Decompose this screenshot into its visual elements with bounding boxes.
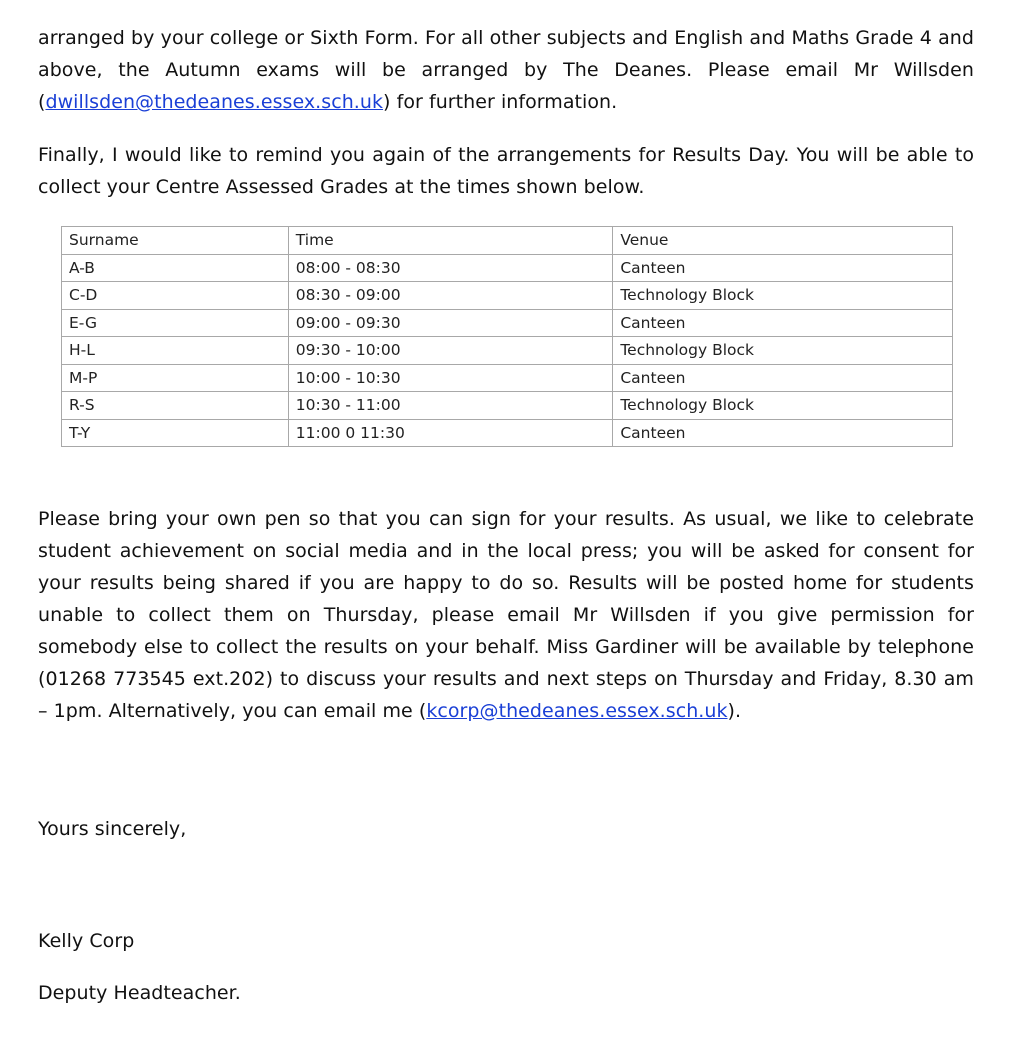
- cell-venue: Canteen: [613, 309, 953, 337]
- paragraph-text: arranged by your college or Sixth Form. For all other subjects and English and Maths Grade 4 and above, the Autumn exams will be arranged by The Deanes. Please email Mr Willsden (: [38, 27, 974, 113]
- signer-title: Deputy Headteacher.: [38, 982, 241, 1004]
- cell-surname: R-S: [62, 392, 289, 420]
- paragraph-text: ).: [727, 700, 742, 722]
- cell-time: 09:00 - 09:30: [288, 309, 613, 337]
- table-row: [62, 254, 953, 282]
- results-collection-table-wrapper: [61, 226, 953, 447]
- cell-time: 08:00 - 08:30: [288, 254, 613, 282]
- cell-time: 11:00 0 11:30: [288, 419, 613, 447]
- table-row: [62, 337, 953, 365]
- cell-surname: A-B: [62, 254, 289, 282]
- results-collection-table: [61, 226, 953, 447]
- column-header-surname: Surname: [62, 227, 289, 255]
- cell-venue: Canteen: [613, 419, 953, 447]
- letter-page: [38, 22, 974, 1009]
- cell-venue: Technology Block: [613, 337, 953, 365]
- cell-time: 08:30 - 09:00: [288, 282, 613, 310]
- paragraph-text: Please bring your own pen so that you can sign for your results. As usual, we like to celebrate student achievement on social media and in the local press; you will be asked for consent for your results being shared if you are happy to do so. Results will be posted home for students unable to collect them on Thursday, please email Mr Willsden if you give permission for somebody else to collect the results on your behalf. Miss Gardiner will be available by telephone (01268 773545 ext.202) to discuss your results and next steps on Thursday and Friday, 8.30 am – 1pm. Alternatively, you can email me (: [38, 508, 974, 722]
- cell-surname: T-Y: [62, 419, 289, 447]
- cell-surname: M-P: [62, 364, 289, 392]
- paragraph-results-day: Finally, I would like to remind you again of the arrangements for Results Day. You will be able to collect your Centre Assessed Grades at the times shown below.: [38, 144, 974, 198]
- table-row: [62, 364, 953, 392]
- cell-surname: E-G: [62, 309, 289, 337]
- cell-time: 10:00 - 10:30: [288, 364, 613, 392]
- closing-salutation: Yours sincerely,: [38, 818, 187, 840]
- email-link-willsden[interactable]: dwillsden@thedeanes.essex.sch.uk: [45, 91, 384, 113]
- email-link-corp[interactable]: kcorp@thedeanes.essex.sch.uk: [426, 700, 728, 722]
- cell-surname: C-D: [62, 282, 289, 310]
- paragraph-exam-arrangements: [38, 22, 974, 118]
- paragraph-text: ) for further information.: [383, 91, 618, 113]
- cell-venue: Canteen: [613, 364, 953, 392]
- paragraph-results-info: [38, 503, 974, 727]
- table-row: [62, 419, 953, 447]
- table-row: [62, 392, 953, 420]
- column-header-venue: Venue: [613, 227, 953, 255]
- cell-surname: H-L: [62, 337, 289, 365]
- table-header-row: [62, 227, 953, 255]
- table-row: [62, 282, 953, 310]
- table-row: [62, 309, 953, 337]
- signer-name: Kelly Corp: [38, 930, 135, 952]
- cell-venue: Technology Block: [613, 282, 953, 310]
- cell-venue: Canteen: [613, 254, 953, 282]
- cell-time: 09:30 - 10:00: [288, 337, 613, 365]
- cell-time: 10:30 - 11:00: [288, 392, 613, 420]
- column-header-time: Time: [288, 227, 613, 255]
- cell-venue: Technology Block: [613, 392, 953, 420]
